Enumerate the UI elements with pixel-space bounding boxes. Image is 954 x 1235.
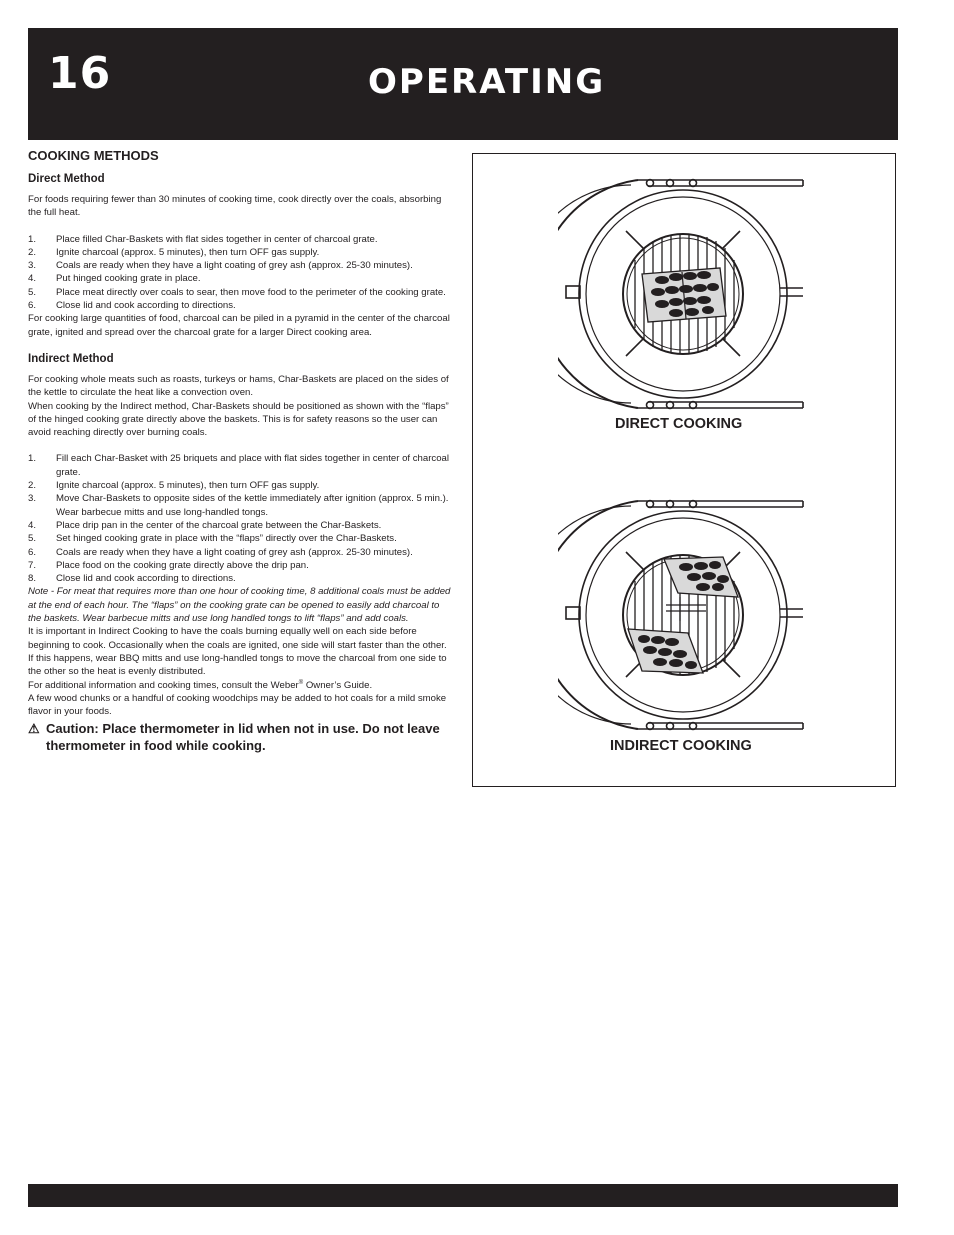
indirect-para-2: For additional information and cooking times, consult the Weber® Owner’s Guide. (28, 679, 373, 691)
indirect-steps-list (28, 452, 453, 585)
step-number: 4. (28, 273, 37, 285)
direct-steps-list (28, 233, 453, 313)
step-number: 1. (28, 453, 37, 465)
page-footer-bar (28, 1184, 898, 1207)
step-text: Put hinged cooking grate in place. (56, 273, 201, 285)
list-item (28, 532, 453, 545)
caution-notice (28, 720, 453, 754)
step-text: Place drip pan in the center of the charcoal grate between the Char-Baskets. (56, 519, 382, 531)
step-number: 1. (28, 233, 37, 245)
indirect-cooking-diagram (558, 497, 808, 737)
step-text: Fill each Char-Basket with 25 briquets and place with flat sides together in center of charcoal grate. (56, 453, 450, 478)
step-text: Coals are ready when they have a light coating of grey ash (approx. 25-30 minutes). (56, 260, 413, 272)
list-item (28, 286, 453, 299)
warning-triangle-icon: ⚠ (28, 721, 40, 737)
step-text: Move Char-Baskets to opposite sides of the kettle immediately after ignition (approx. 5 min.). Wear barbecue mitts and use long-handled tongs. (56, 493, 449, 518)
step-number: 5. (28, 533, 37, 545)
step-number: 4. (28, 519, 37, 531)
step-text: Set hinged cooking grate in place with the “flaps” directly over the Char-Baskets. (56, 533, 397, 545)
list-item (28, 233, 453, 246)
step-number: 5. (28, 286, 37, 298)
indirect-intro-1: For cooking whole meats such as roasts, turkeys or hams, Char-Baskets are placed on the sides of the kettle to circulate the heat like a convection oven. (28, 373, 449, 399)
step-text: Ignite charcoal (approx. 5 minutes), then turn OFF gas supply. (56, 246, 320, 258)
list-item (28, 452, 453, 479)
instructions-column (28, 148, 453, 754)
indirect-para-3: A few wood chunks or a handful of cooking woodchips may be added to hot coals for a mild smoke flavor in your foods. (28, 692, 447, 718)
list-item (28, 572, 453, 585)
step-text: Close lid and cook according to directions. (56, 573, 236, 585)
step-text: Close lid and cook according to directions. (56, 300, 236, 312)
page-number: 16 (48, 48, 112, 99)
list-item (28, 299, 453, 312)
step-text: Place food on the cooking grate directly above the drip pan. (56, 559, 309, 571)
direct-intro: For foods requiring fewer than 30 minutes of cooking time, cook directly over the coals, absorbing the full heat. (28, 194, 442, 219)
list-item (28, 259, 453, 272)
step-number: 2. (28, 480, 37, 492)
list-item (28, 519, 453, 532)
step-text: Ignite charcoal (approx. 5 minutes), then turn OFF gas supply. (56, 480, 320, 492)
step-number: 2. (28, 246, 37, 258)
list-item (28, 559, 453, 572)
indirect-note: Note - For meat that requires more than one hour of cooking time, 8 additional coals must be added at the end of each hour. The “flaps” on the cooking grate can be opened to easily add charcoal to the baskets. Wear barbecue mitts and use long handled tongs to lift “flaps” and add coals. (28, 586, 451, 625)
step-text: Place filled Char-Baskets with flat sides together in center of charcoal grate. (56, 233, 378, 245)
list-item (28, 246, 453, 259)
list-item (28, 492, 453, 519)
step-number: 3. (28, 493, 37, 505)
registered-mark: ® (298, 679, 304, 686)
cooking-diagram-panel (472, 153, 896, 787)
step-number: 6. (28, 300, 37, 312)
page-title: OPERATING (368, 62, 606, 102)
indirect-cooking-caption: INDIRECT COOKING (610, 738, 752, 754)
indirect-para-1: It is important in Indirect Cooking to have the coals burning equally well on each side before beginning to cook. Occasionally when the coals are ignited, one side will start faster than the other. If this happens, wear BBQ mitts and use long-handled tongs to move the charcoal from one side to the other so the heat is evenly distributed. (28, 626, 447, 678)
indirect-intro-2: When cooking by the Indirect method, Char-Baskets should be positioned as shown with the “flaps” of the hinged cooking grate directly above the baskets. This is for safety reasons so the user can avoid reaching directly over burning coals. (28, 400, 449, 439)
list-item (28, 272, 453, 285)
direct-cooking-diagram (558, 176, 808, 416)
direct-method-title: Direct Method (28, 173, 105, 185)
caution-text: Caution: Place thermometer in lid when not in use. Do not leave thermometer in food while cooking. (46, 721, 440, 754)
step-text: Coals are ready when they have a light coating of grey ash (approx. 25-30 minutes). (56, 546, 413, 558)
list-item (28, 546, 453, 559)
direct-outro: For cooking large quantities of food, charcoal can be piled in a pyramid in the center of the charcoal grate, ignited and spread over the charcoal grate for a larger Direct cooking area. (28, 313, 450, 338)
section-title: COOKING METHODS (28, 148, 159, 163)
indirect-method-title: Indirect Method (28, 352, 114, 365)
step-text: Place meat directly over coals to sear, then move food to the perimeter of the cooking grate. (56, 286, 446, 298)
list-item (28, 479, 453, 492)
direct-cooking-caption: DIRECT COOKING (615, 416, 743, 432)
step-number: 6. (28, 546, 37, 558)
step-number: 7. (28, 559, 37, 571)
page-header (28, 28, 898, 140)
step-number: 3. (28, 260, 37, 272)
step-number: 8. (28, 573, 37, 585)
